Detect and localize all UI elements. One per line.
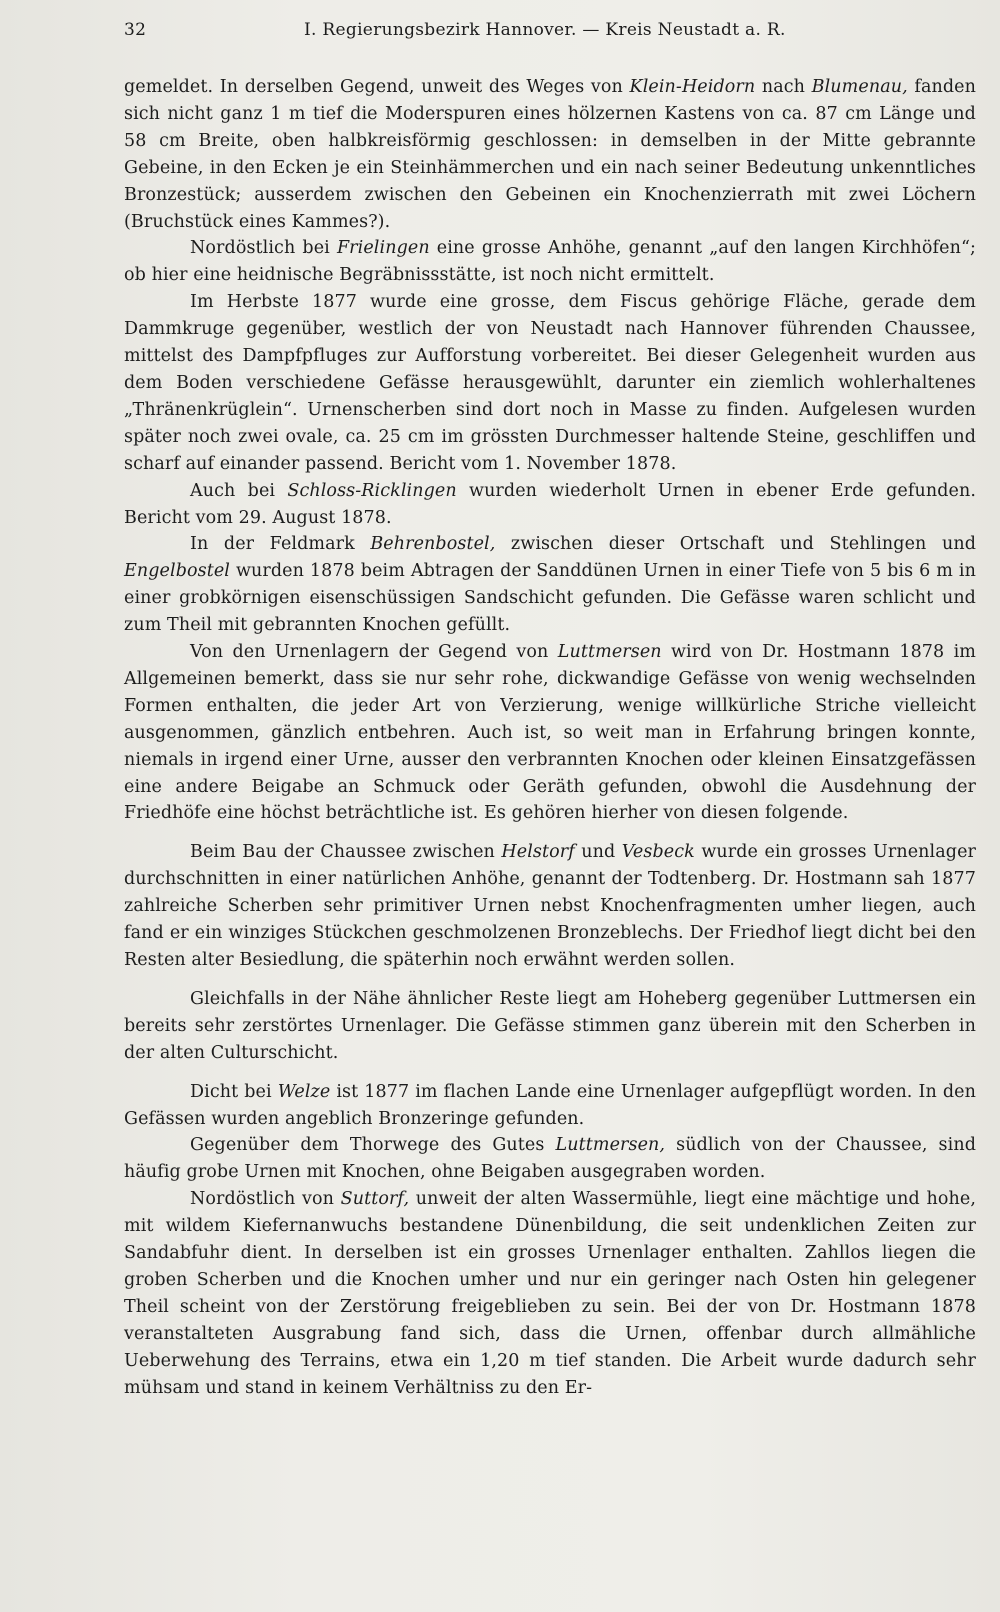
text-run: wurden 1878 beim Abtragen der Sanddünen Urnen in einer Tiefe von 5 bis 6 m in einer grobkörnigen eisenschüssigen Sandschicht gefunden. Die Gefässe waren schlicht und zum Theil mit gebrannten Knochen gefüllt. [124,561,976,636]
paragraph [124,1186,976,1401]
text-run: Gegenüber dem Thorwege des Gutes [190,1135,556,1156]
italic-place-name: Behrenbostel, [370,534,496,555]
paragraph [124,986,976,1067]
italic-place-name: Engelbostel [124,561,231,582]
text-run: Gleichfalls in der Nähe ähnlicher Reste liegt am Hoheberg gegenüber Luttmersen ein bereits sehr zerstörtes Urnenlager. Die Gefässe stimmen ganz überein mit den Scherben in der alten Culturschicht. [124,988,976,1063]
text-run: zwischen dieser Ortschaft und Stehlingen und [495,534,976,555]
body-text [124,74,976,1402]
text-run: fanden sich nicht ganz 1 m tief die Moderspuren eines hölzernen Kastens von ca. 87 cm Länge und 58 cm Breite, oben halbkreisförmig geschlossen: in demselben in der Mitte gebrannte Gebeine, in den Ecken je ein Steinhämmerchen und ein nach seiner Bedeutung unkenntliches Bronzestück; ausserdem zwischen den Gebeinen ein Knochenzierrath mit zwei Löchern (Bruchstück eines Kammes?). [124,77,976,232]
italic-place-name: Klein-Heidorn [629,77,756,97]
italic-place-name: Luttmersen, [555,1135,666,1156]
text-run: wurden wiederholt Urnen in ebener Erde gefunden. Bericht vom 29. August 1878. [124,480,976,528]
page-number: 32 [124,20,147,40]
text-run: wurde ein grosses Urnenlager durchschnitten in einer natürlichen Anhöhe, genannt der Todtenberg. Dr. Hostmann sah 1877 zahlreiche Scherben sehr primitiver Urnen nebst Knochenfragmenten umher liegen, auch fand er ein winziges Stückchen geschmolzenen Bronzeblechs. Der Friedhof liegt dicht bei den Resten alter Besiedlung, die späterhin noch erwähnt werden sollen. [124,842,977,970]
text-run: Auch bei [190,480,288,501]
text-run: nach [755,77,812,97]
italic-place-name: Luttmersen [557,642,662,663]
italic-place-name: Suttorf, [340,1189,410,1210]
italic-place-name: Welze [277,1081,331,1102]
text-run: südlich von der Chaussee, sind häufig grobe Urnen mit Knochen, ohne Beigaben ausgegraben worden. [124,1135,977,1183]
text-run: Nordöstlich bei [190,238,337,259]
paragraph [124,839,976,974]
text-run: Von den Urnenlagern der Gegend von [190,642,558,663]
paragraph [124,478,976,532]
text-run: gemeldet. In derselben Gegend, unweit des Weges von [124,77,630,97]
paragraph [124,639,976,827]
italic-place-name: Frielingen [336,238,430,259]
text-run: In der Feldmark [190,534,371,555]
text-run: Dicht bei [190,1081,278,1102]
text-run: eine grosse Anhöhe, genannt „auf den langen Kirchhöfen“; ob hier eine heidnische Begräbnissstätte, ist noch nicht ermittelt. [124,238,976,286]
text-run: wird von Dr. Hostmann 1878 im Allgemeinen bemerkt, dass sie nur sehr rohe, dickwandige Gefässe von wenig wechselnden Formen enthalten, die jeder Art von Verzierung, wenige willkürliche Striche vielleicht ausgenommen, gänzlich entbehren. Auch ist, so weit man in Erfahrung bringen konnte, niemals in irgend einer Urne, ausser den verbrannten Knochen oder kleinen Einsatzgefässen eine andere Beigabe an Schmuck oder Geräth gefunden, obwohl die Ausdehnung der Friedhöfe eine höchst beträchtliche ist. Es gehören hierher von diesen folgende. [124,642,976,824]
paragraph [124,531,976,639]
running-head [124,20,976,40]
text-run: Im Herbste 1877 wurde eine grosse, dem Fiscus gehörige Fläche, gerade dem Dammkruge gegenüber, westlich der von Neustadt nach Hannover führenden Chaussee, mittelst des Dampfpfluges zur Aufforstung vorbereitet. Bei dieser Gelegenheit wurden aus dem Boden verschiedene Gefässe herausgewühlt, darunter ein ziemlich wohlerhaltenes „Thränenkrüglein“. Urnenscherben sind dort noch in Masse zu finden. Aufgelesen wurden später noch zwei ovale, ca. 25 cm im grössten Durchmesser haltende Steine, geschliffen und scharf auf einander passend. Bericht vom 1. November 1878. [124,292,976,474]
text-run: unweit der alten Wassermühle, liegt eine mächtige und hohe, mit wildem Kiefernanwuchs bestandene Dünenbildung, die seit undenklichen Zeiten zur Sandabfuhr dient. In derselben ist ein grosses Urnenlager enthalten. Zahllos liegen die groben Scherben und die Knochen umher und nur ein geringer nach Osten hin gelegener Theil scheint von der Zerstörung freigeblieben zu sein. Bei der von Dr. Hostmann 1878 veranstalteten Ausgrabung fand sich, dass die Urnen, offenbar durch allmähliche Ueberwehung des Terrains, etwa ein 1,20 m tief standen. Die Arbeit wurde dadurch sehr mühsam und stand in keinem Verhältniss zu den Er- [124,1189,976,1398]
text-run: und [574,842,622,863]
paragraph [124,1132,976,1186]
paragraph [124,289,976,477]
italic-place-name: Schloss-Ricklingen [287,480,457,501]
running-head-title: I. Regierungsbezirk Hannover. — Kreis Neustadt a. R. [304,20,786,40]
italic-place-name: Blumenau, [811,77,908,97]
paragraph [124,235,976,289]
text-run: Nordöstlich von [190,1189,341,1210]
italic-place-name: Vesbeck [621,842,695,863]
paragraph [124,1079,976,1133]
paragraph [124,74,976,235]
text-run: Beim Bau der Chaussee zwischen [190,842,502,863]
text-run: ist 1877 im flachen Lande eine Urnenlager aufgepflügt worden. In den Gefässen wurden angeblich Bronzeringe gefunden. [124,1081,977,1129]
italic-place-name: Helstorf [501,842,575,863]
